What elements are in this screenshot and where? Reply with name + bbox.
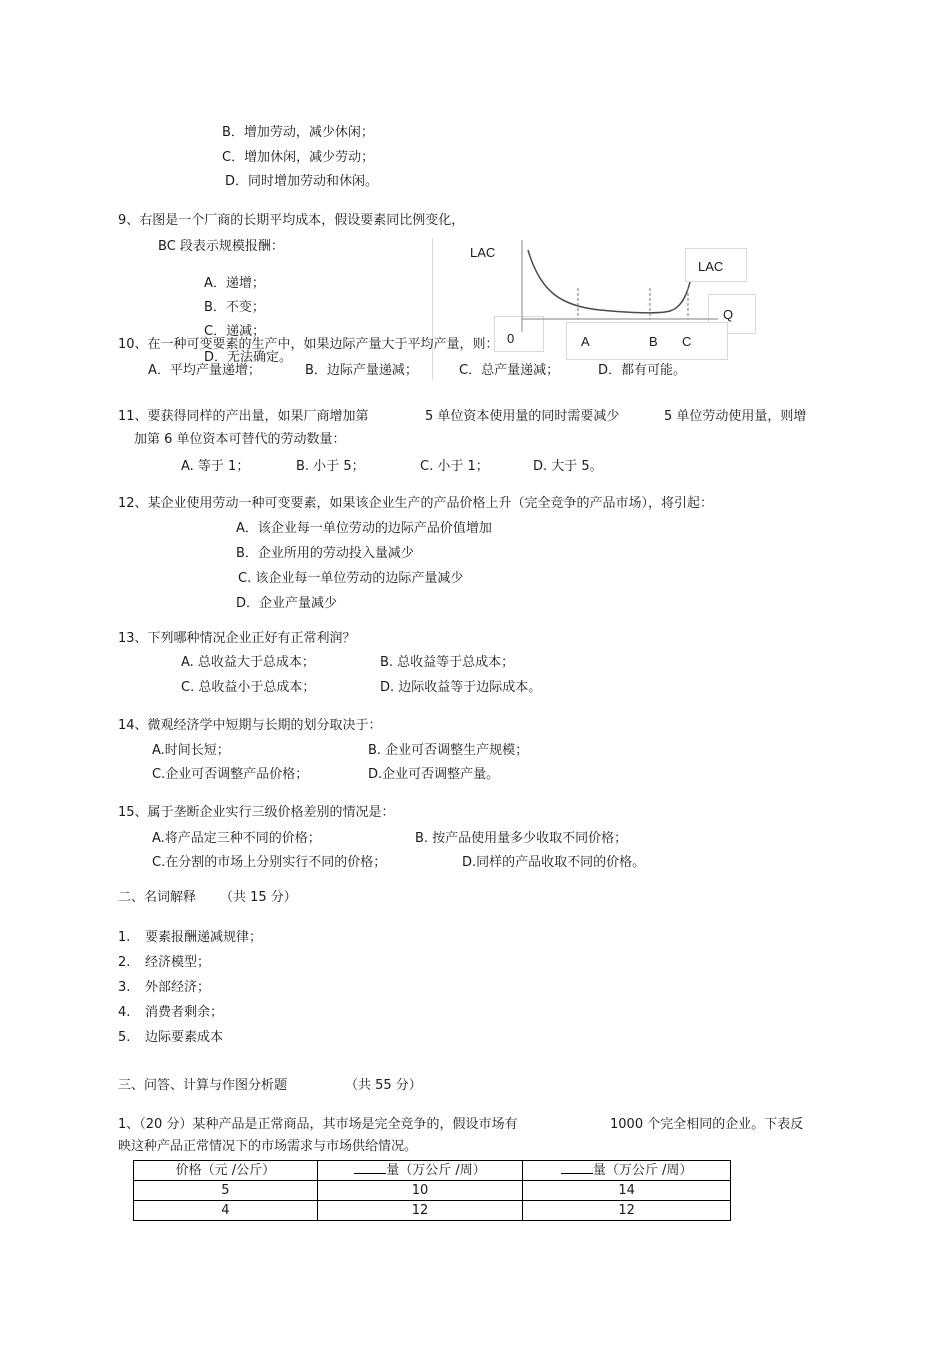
lac-curve-chart — [500, 236, 730, 336]
q13-option-d: D. 边际收益等于边际成本。 — [380, 680, 542, 695]
q11-stem-part3: 5 单位劳动使用量，则增 — [664, 409, 807, 424]
section2-item-2-num: 2. — [118, 955, 131, 970]
section2-item-4-num: 4. — [118, 1005, 131, 1020]
section3-q1-part1: 1、（20 分）某种产品是正常商品，其市场是完全竞争的，假设市场有 — [118, 1117, 518, 1132]
table-header-row — [134, 1161, 731, 1181]
q11-stem-part2: 5 单位资本使用量的同时需要减少 — [425, 409, 620, 424]
market-table — [133, 1160, 731, 1221]
q10-option-c: C．总产量递减； — [459, 363, 560, 378]
lac-curve — [528, 250, 690, 313]
q9-option-c: C．递减； — [204, 324, 266, 339]
section2-item-2: 经济模型； — [145, 955, 211, 970]
q15-option-b: B. 按产品使用量多少收取不同价格； — [415, 831, 628, 846]
section2-item-1: 要素报酬递减规律； — [145, 930, 263, 945]
figure-x-label: Q — [723, 307, 734, 322]
q14-option-a: A.时间长短； — [152, 743, 230, 758]
section3-q1-line2: 映这种产品正常情况下的市场需求与市场供给情况。 — [118, 1139, 418, 1154]
section2-item-3-num: 3. — [118, 980, 131, 995]
q13-stem: 13、下列哪种情况企业正好有正常利润？ — [118, 631, 356, 646]
q9-option-b: B．不变； — [204, 300, 265, 315]
table-header-demand-text: 量（万公斤 /周） — [386, 1163, 486, 1178]
q14-option-d: D.企业可否调整产量。 — [368, 767, 500, 782]
table-cell: 10 — [317, 1181, 523, 1201]
q10-stem: 10、在一种可变要素的生产中，如果边际产量大于平均产量，则： — [118, 337, 499, 352]
q11-option-a: A. 等于 1； — [181, 459, 250, 474]
section3-q1-part2: 1000 个完全相同的企业。下表反 — [610, 1117, 804, 1132]
q15-option-c: C.在分割的市场上分别实行不同的价格； — [152, 855, 387, 870]
q12-option-b: B．企业所用的劳动投入量减少 — [236, 546, 414, 561]
section2-item-5: 边际要素成本 — [145, 1030, 224, 1045]
section3-points: （共 55 分） — [345, 1078, 422, 1093]
q13-option-c: C. 总收益小于总成本； — [181, 680, 316, 695]
q12-option-c: C. 该企业每一单位劳动的边际产量减少 — [238, 571, 464, 586]
figure-origin-label: 0 — [507, 331, 515, 346]
section2-item-3: 外部经济； — [145, 980, 211, 995]
blank-line — [561, 1161, 593, 1174]
table-header-supply — [523, 1161, 731, 1181]
q14-option-c: C.企业可否调整产品价格； — [152, 767, 309, 782]
q15-option-d: D.同样的产品收取不同的价格。 — [462, 855, 646, 870]
q14-option-b: B. 企业可否调整生产规模； — [368, 743, 529, 758]
q8-option-b: B．增加劳动，减少休闲； — [222, 125, 374, 140]
table-cell: 14 — [523, 1181, 731, 1201]
section3-title: 三、问答、计算与作图分析题 — [118, 1078, 288, 1093]
q15-option-a: A.将产品定三种不同的价格； — [152, 831, 321, 846]
q12-option-d: D．企业产量减少 — [236, 596, 338, 611]
q9-stem-line2: BC 段表示规模报酬： — [158, 239, 284, 254]
table-header-price: 价格（元 /公斤） — [134, 1161, 318, 1181]
section2-item-1-num: 1. — [118, 930, 131, 945]
table-row — [134, 1181, 731, 1201]
q9-stem: 9、右图是一个厂商的长期平均成本，假设要素同比例变化， — [118, 213, 465, 228]
table-cell: 5 — [134, 1181, 318, 1201]
table-cell: 4 — [134, 1201, 318, 1221]
q10-option-a: A．平均产量递增； — [148, 363, 261, 378]
q11-option-c: C. 小于 1； — [420, 459, 489, 474]
blank-line — [354, 1161, 386, 1174]
q9-option-d: D．无法确定。 — [204, 350, 293, 365]
figure-curve-label: LAC — [698, 259, 724, 274]
q13-option-b: B. 总收益等于总成本； — [380, 655, 515, 670]
q10-option-b: B．边际产量递减； — [305, 363, 418, 378]
q11-stem-part1: 11、要获得同样的产出量，如果厂商增加第 — [118, 409, 369, 424]
section2-item-5-num: 5. — [118, 1030, 131, 1045]
q13-option-a: A. 总收益大于总成本； — [181, 655, 315, 670]
q11-stem-line2: 加第 6 单位资本可替代的劳动数量： — [134, 432, 346, 447]
q12-stem: 12、某企业使用劳动一种可变要素，如果该企业生产的产品价格上升（完全竞争的产品市场），将引起： — [118, 496, 714, 511]
q10-option-d: D．都有可能。 — [598, 363, 687, 378]
q12-option-a: A．该企业每一单位劳动的边际产品价值增加 — [236, 521, 492, 536]
q9-option-a: A．递增； — [204, 276, 265, 291]
table-cell: 12 — [523, 1201, 731, 1221]
q8-option-c: C．增加休闲，减少劳动； — [222, 150, 375, 165]
figure-point-b: B — [649, 334, 658, 349]
table-header-demand — [317, 1161, 523, 1181]
section2-title: 二、名词解释 — [118, 890, 197, 905]
q11-option-d: D. 大于 5。 — [533, 459, 603, 474]
table-row — [134, 1201, 731, 1221]
figure-point-a: A — [581, 334, 590, 349]
q11-option-b: B. 小于 5； — [296, 459, 365, 474]
q14-stem: 14、微观经济学中短期与长期的划分取决于： — [118, 718, 382, 733]
table-cell: 12 — [317, 1201, 523, 1221]
section2-points: （共 15 分） — [220, 890, 297, 905]
figure-point-c: C — [682, 334, 692, 349]
table-header-supply-text: 量（万公斤 /周） — [592, 1163, 693, 1178]
q15-stem: 15、属于垄断企业实行三级价格差别的情况是： — [118, 805, 395, 820]
q8-option-d: D．同时增加劳动和休闲。 — [225, 174, 379, 189]
figure-y-label: LAC — [470, 245, 496, 260]
section2-item-4: 消费者剩余； — [145, 1005, 224, 1020]
